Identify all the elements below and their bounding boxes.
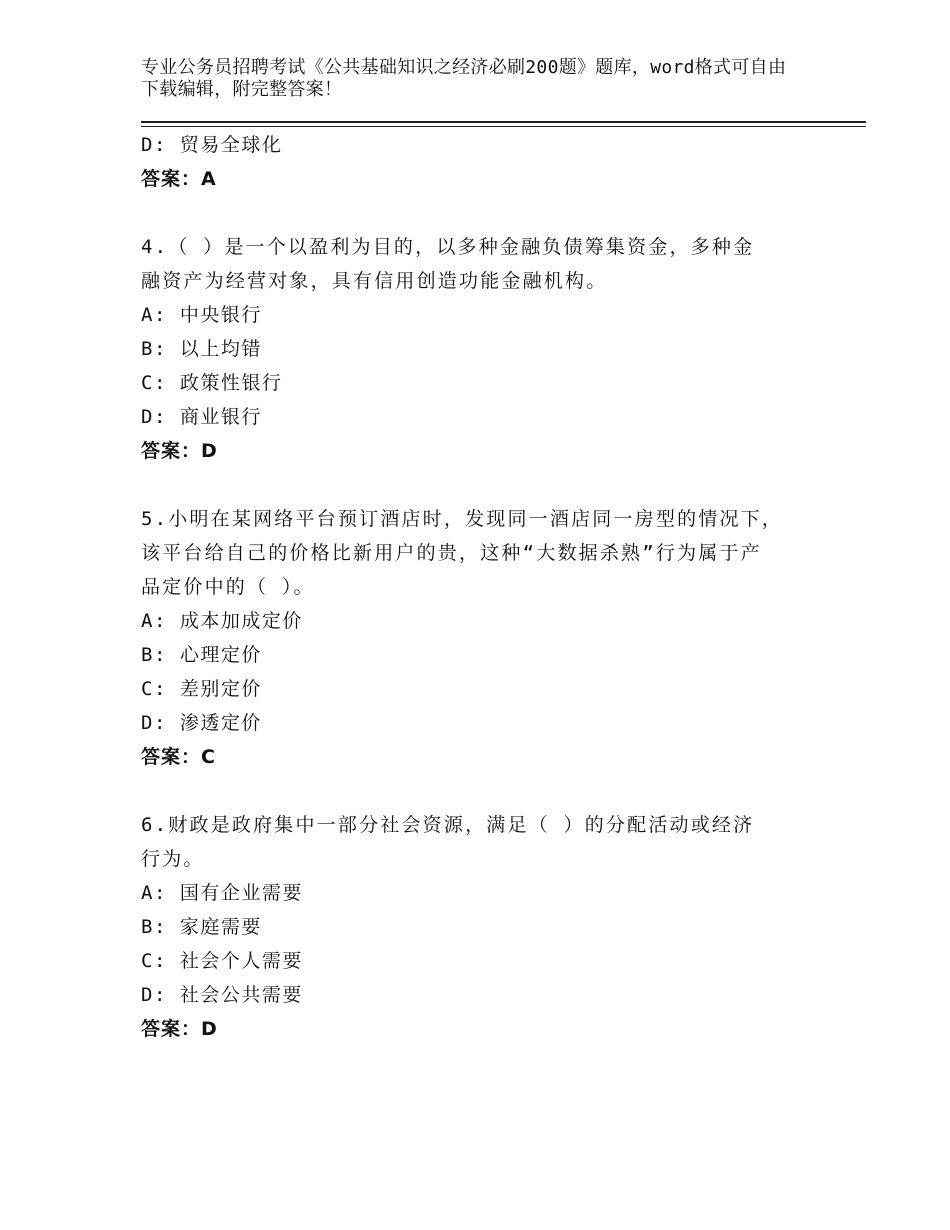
- option-a: A: 成本加成定价: [141, 610, 303, 632]
- question-stem: [141, 808, 801, 876]
- answer: 答案：D: [141, 1018, 218, 1040]
- option-b: B: 心理定价: [141, 644, 262, 666]
- option-b: B: 以上均错: [141, 338, 262, 360]
- question-3-tail: [141, 128, 801, 196]
- option-d: D: 商业银行: [141, 406, 262, 428]
- header-line-2: 下载编辑，附完整答案！: [141, 79, 343, 100]
- question-stem-line: 4.（ ）是一个以盈利为目的，以多种金融负债筹集资金，多种金: [141, 236, 755, 258]
- option-b: B: 家庭需要: [141, 916, 262, 938]
- question-6: [141, 808, 801, 1046]
- option-a: A: 中央银行: [141, 304, 262, 326]
- question-4: [141, 230, 801, 468]
- question-stem-line: 品定价中的（ ）。: [141, 576, 315, 598]
- page-header: [141, 57, 801, 101]
- document-body: [141, 128, 801, 1046]
- answer: 答案：A: [141, 168, 217, 190]
- question-stem-line: 融资产为经营对象，具有信用创造功能金融机构。: [141, 270, 608, 292]
- option-d: D: 社会公共需要: [141, 984, 303, 1006]
- header-rule-thin: [141, 126, 866, 127]
- option-a: A: 国有企业需要: [141, 882, 303, 904]
- answer: 答案：D: [141, 440, 218, 462]
- option-d: D: 渗透定价: [141, 712, 262, 734]
- option-c: C: 差别定价: [141, 678, 262, 700]
- option-d: D: 贸易全球化: [141, 134, 283, 156]
- question-stem: [141, 502, 801, 604]
- option-c: C: 社会个人需要: [141, 950, 303, 972]
- answer: 答案：C: [141, 746, 216, 768]
- option-c: C: 政策性银行: [141, 372, 283, 394]
- header-line-1: 专业公务员招聘考试《公共基础知识之经济必刷200题》题库，word格式可自由: [141, 57, 787, 78]
- header-rule-thick: [141, 121, 866, 123]
- question-stem: [141, 230, 801, 298]
- question-stem-line: 5.小明在某网络平台预订酒店时，发现同一酒店同一房型的情况下，: [141, 508, 784, 530]
- question-stem-line: 该平台给自己的价格比新用户的贵，这种“大数据杀熟”行为属于产: [141, 542, 762, 564]
- question-stem-line: 行为。: [141, 848, 205, 870]
- question-stem-line: 6.财政是政府集中一部分社会资源，满足（ ）的分配活动或经济: [141, 814, 755, 836]
- question-5: [141, 502, 801, 774]
